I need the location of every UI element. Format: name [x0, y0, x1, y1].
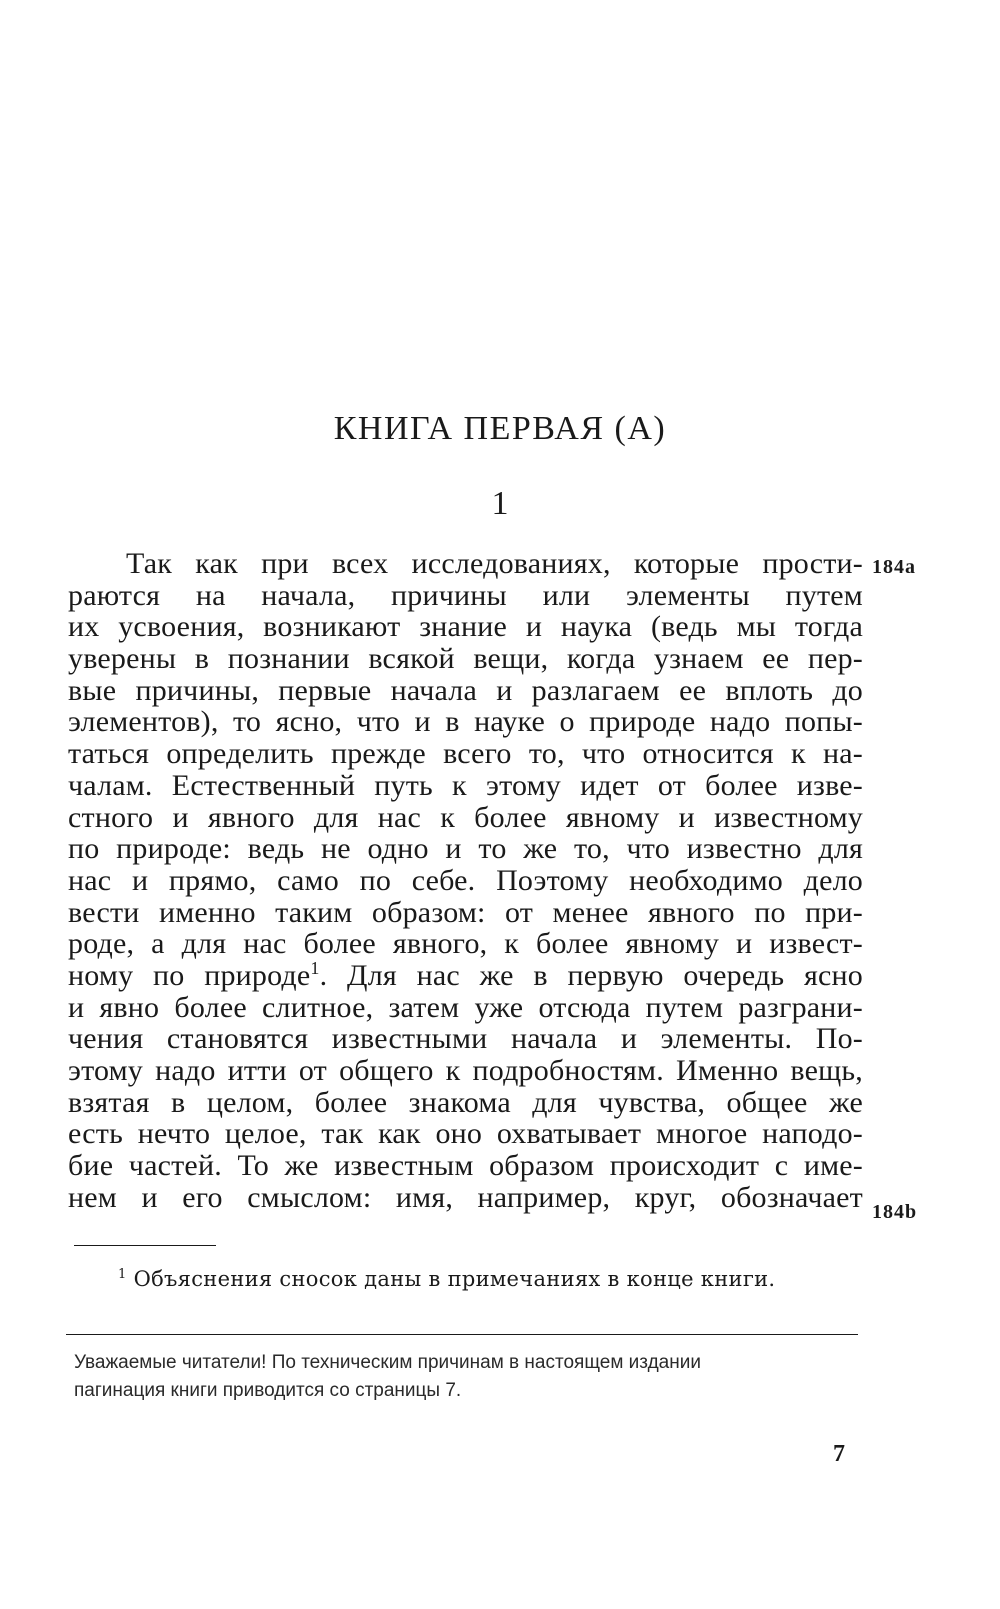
paragraph-line: стного и явного для нас к более явному и известному [68, 800, 863, 834]
paragraph-line: нас и прямо, само по себе. Поэтому необходимо дело [68, 863, 863, 897]
footnote-marker: 1 [118, 1267, 127, 1282]
paragraph-line: взятая в целом, более знакома для чувства, общее же [68, 1085, 863, 1119]
publisher-notice [74, 1349, 874, 1405]
notice-line: Уважаемые читатели! По техническим причинам в настоящем издании [74, 1352, 701, 1373]
paragraph-line: уверены в познании всякой вещи, когда узнаем ее пер- [68, 642, 863, 676]
paragraph-line: раются на начала, причины или элементы путем [68, 578, 863, 612]
footnote-text: Объяснения сносок даны в примечаниях в конце книги. [133, 1267, 776, 1291]
paragraph-line: вые причины, первые начала и разлагаем ее вплоть до [68, 673, 863, 707]
paragraph-line: Так как при всех исследованиях, которые прости- [126, 547, 863, 580]
paragraph-line: вести именно таким образом: от менее явного по при- [68, 895, 863, 929]
notice-line: пагинация книги приводится со страницы 7. [74, 1380, 462, 1401]
paragraph [68, 548, 863, 1213]
bekker-ref-184a: 184a [872, 556, 916, 578]
paragraph-line: есть нечто целое, так как оно охватывает многое наподо- [68, 1117, 863, 1151]
paragraph-line: таться определить прежде всего то, что относится к на- [68, 737, 863, 771]
paragraph-line: этому надо итти от общего к подробностям. Именно вещь, [68, 1054, 863, 1087]
paragraph-line: роде, а для нас более явного, к более явному и извест- [68, 927, 863, 961]
paragraph-line: элементов), то ясно, что и в науке о природе надо попы- [68, 705, 863, 739]
book-title: КНИГА ПЕРВАЯ (А) [333, 410, 667, 447]
line-part: . Для нас же в первую очередь ясно [319, 958, 863, 992]
paragraph-line: их усвоения, возникают знание и наука (ведь мы тогда [68, 610, 863, 644]
notice-divider [66, 1334, 858, 1335]
footnote-divider [74, 1245, 216, 1246]
page-number: 7 [833, 1441, 845, 1467]
footnote-reference: 1 [310, 957, 320, 978]
paragraph-line: чения становятся известными начала и элементы. По- [68, 1022, 863, 1056]
paragraph-line: бие частей. То же известным образом происходит с име- [68, 1149, 863, 1183]
paragraph-line: по природе: ведь не одно и то же то, что известно для [68, 832, 863, 866]
bekker-ref-184b: 184b [872, 1201, 918, 1223]
chapter-number: 1 [491, 485, 509, 522]
paragraph-line: чалам. Естественный путь к этому идет от более изве- [68, 768, 863, 802]
line-part: ному по природе [68, 958, 311, 992]
paragraph-line: и явно более слитное, затем уже отсюда путем разграни- [68, 990, 863, 1024]
paragraph-line-with-footnote [68, 957, 863, 992]
footnote [118, 1267, 878, 1291]
paragraph-line: нем и его смыслом: имя, например, круг, обозначает [68, 1180, 863, 1214]
